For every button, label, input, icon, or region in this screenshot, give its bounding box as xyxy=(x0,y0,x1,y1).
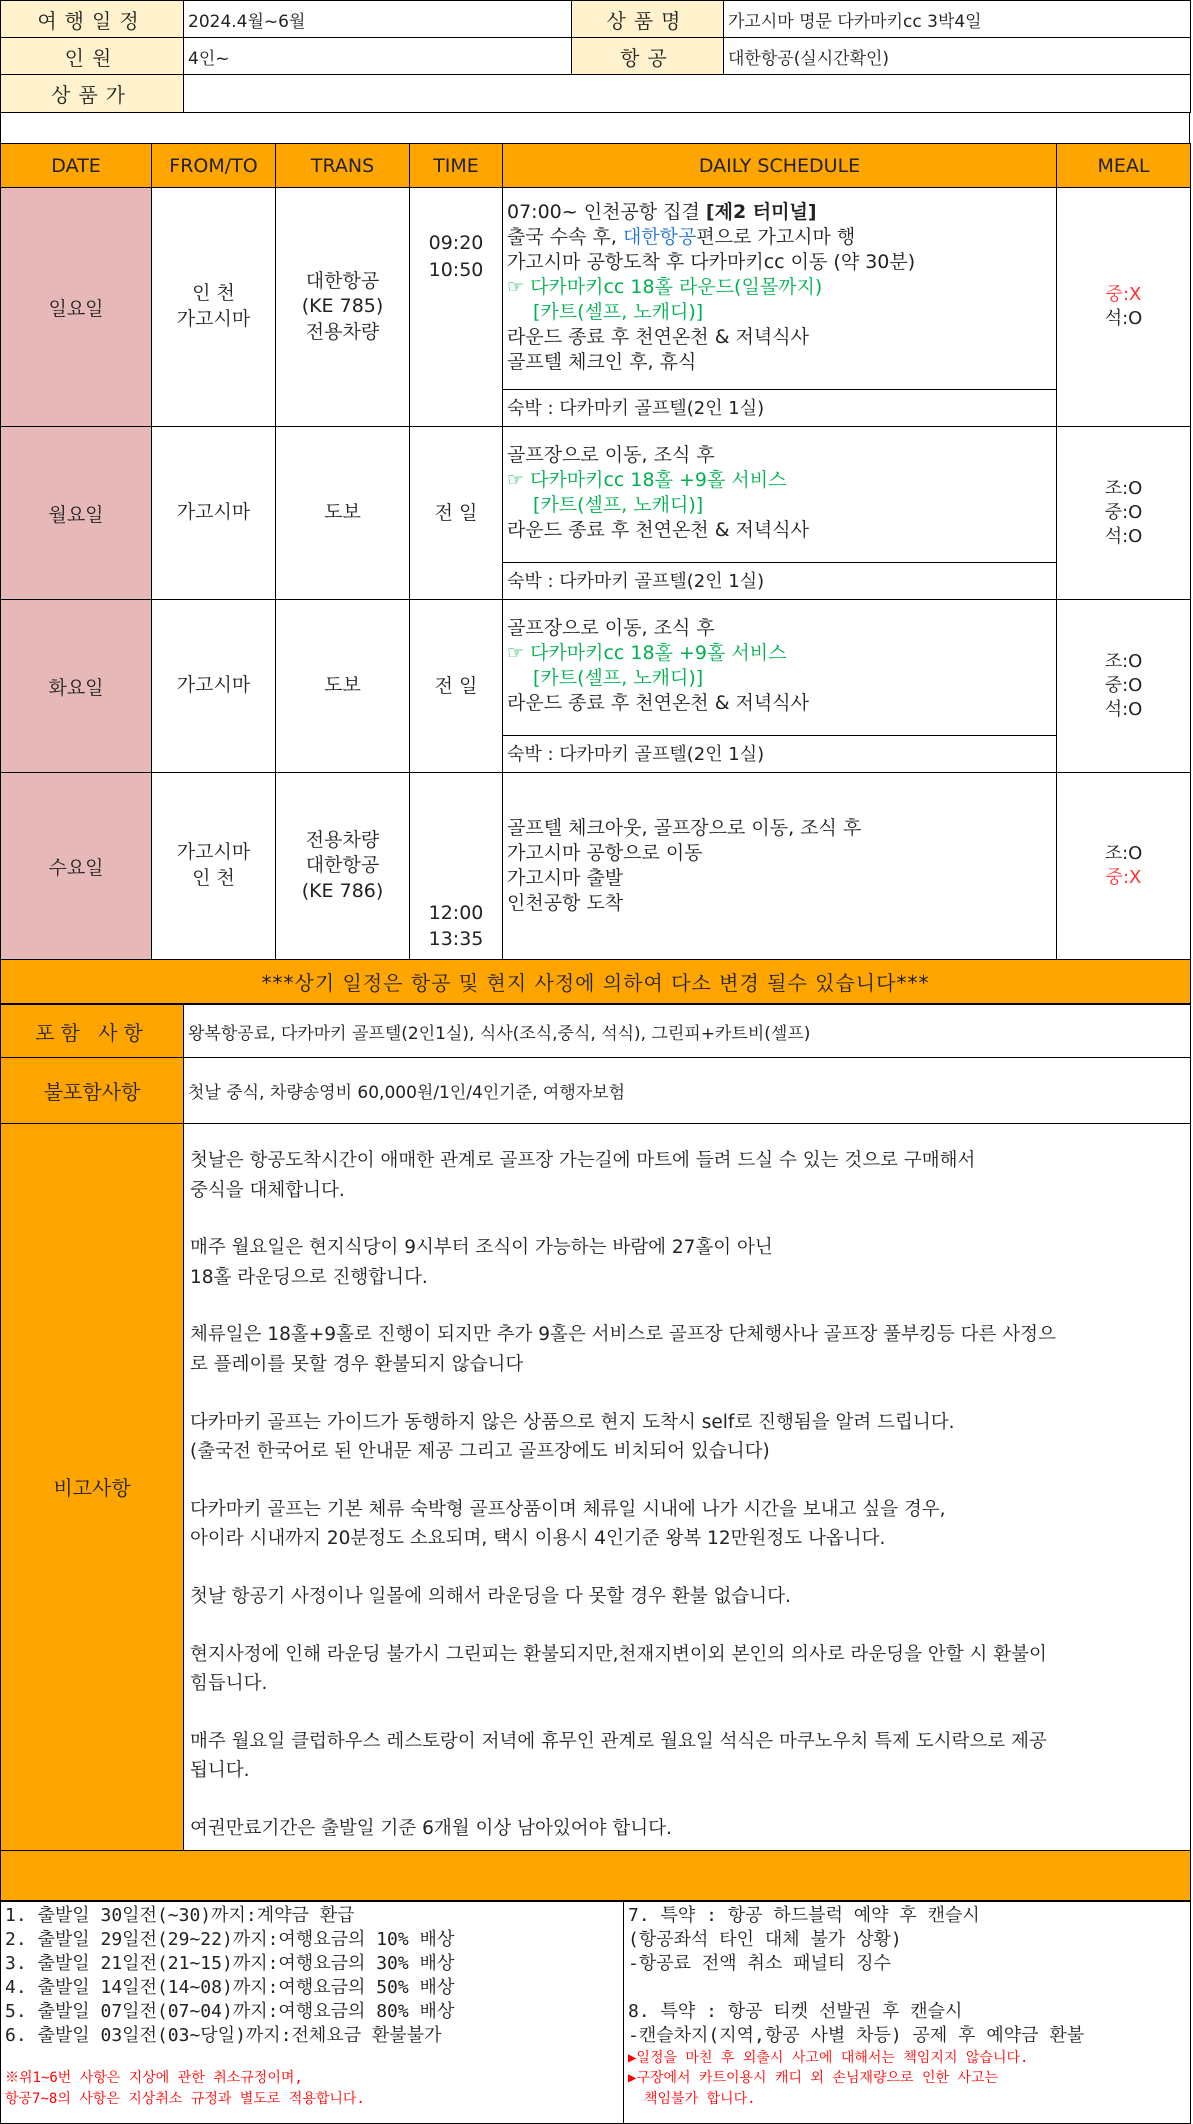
remark-line: 다카마키 골프는 가이드가 동행하지 않은 상품으로 현지 도착시 self로 진행됨을 알려 드립니다. xyxy=(190,1411,955,1433)
from-to-cell xyxy=(152,773,276,960)
remark-paragraph xyxy=(190,1408,1184,1467)
cart-line: [카트(셀프, 노캐디)] xyxy=(533,301,704,324)
remark-line: 현지사정에 인해 라운딩 불가시 그린피는 환불되지만,천재지변이외 본인의 의사로 라운딩을 안할 시 환불이 xyxy=(190,1643,1047,1665)
section-divider-bar xyxy=(1,1850,1191,1900)
remark-paragraph xyxy=(190,1495,1184,1554)
schedule-line: 편으로 가고시마 행 xyxy=(696,226,856,249)
cancel-rule: 3. 출발일 21일전(21~15)까지:여행요금의 30% 배상 xyxy=(5,1952,455,1974)
schedule-line: 07:00~ 인천공항 집결 xyxy=(507,201,706,223)
liability-notice: ▶일정을 마친 후 외출시 사고에 대해서는 책임지지 않습니다. xyxy=(628,2050,1029,2067)
meal-lunch: 중:X xyxy=(1105,283,1142,305)
remark-line: (출국전 한국어로 된 안내문 제공 그리고 골프장에도 비치되어 있습니다) xyxy=(190,1441,770,1463)
special-rule: -캔슬차지(지역,항공 사별 차등) 공제 후 예약금 환불 xyxy=(628,2024,1085,2046)
remark-line: 됩니다. xyxy=(190,1760,250,1782)
trans-line: (KE 785) xyxy=(301,295,384,318)
stay-line: 숙박 : 다카마키 골프텔(2인 1실) xyxy=(503,735,1056,770)
itinerary-row-monday xyxy=(1,427,1191,600)
remark-paragraph xyxy=(190,1727,1184,1786)
schedule-cell xyxy=(503,188,1057,427)
meal-lunch: 중:O xyxy=(1104,501,1143,523)
col-from-to: FROM/TO xyxy=(152,144,276,188)
header-table xyxy=(0,0,1191,113)
from-to-cell xyxy=(152,188,276,427)
persons-value: 4인~ xyxy=(184,38,572,75)
remark-line: 여권만료기간은 출발일 기준 6개월 이상 남아있어야 합니다. xyxy=(190,1817,672,1839)
remark-paragraph xyxy=(190,1320,1184,1379)
special-rule: 8. 특약 : 항공 티켓 선발권 후 캔슬시 xyxy=(628,2000,963,2022)
special-rule: -항공료 전액 취소 패널티 징수 xyxy=(628,1952,891,1974)
remark-line: 첫날 항공기 사정이나 일몰에 의해서 라운딩을 다 못할 경우 환불 없습니다. xyxy=(190,1585,791,1607)
remark-paragraph xyxy=(190,1814,1184,1844)
remark-paragraph xyxy=(190,1233,1184,1292)
golf-round-line: ☞ 다카마키cc 18홀 +9홀 서비스 xyxy=(507,642,787,665)
special-rule: 7. 특약 : 항공 하드블럭 예약 후 캔슬시 xyxy=(628,1904,980,1926)
time-line: 12:00 xyxy=(428,901,484,924)
schedule-cell xyxy=(503,600,1057,773)
col-daily-schedule: DAILY SCHEDULE xyxy=(503,144,1057,188)
meal-dinner: 석:O xyxy=(1104,699,1143,721)
cancel-rule: 2. 출발일 29일전(29~22)까지:여행요금의 10% 배상 xyxy=(5,1928,455,1950)
cancel-rule: 1. 출발일 30일전(~30)까지:계약금 환급 xyxy=(5,1904,355,1926)
time-line: 10:50 xyxy=(428,258,484,281)
schedule-line: 라운드 종료 후 천연온천 & 저녁식사 xyxy=(507,692,809,715)
col-time: TIME xyxy=(410,144,503,188)
col-date: DATE xyxy=(1,144,152,188)
included-value: 왕복항공료, 다카마키 골프텔(2인1실), 식사(조식,중식, 석식), 그린피+카트비(셀프) xyxy=(184,1005,1191,1058)
remark-line: 매주 월요일 클럽하우스 레스토랑이 저녁에 휴무인 관계로 월요일 석식은 마쿠노우치 특제 도시락으로 제공 xyxy=(190,1730,1047,1752)
trans-cell xyxy=(276,773,410,960)
terminal-note: [제2 터미널] xyxy=(705,201,817,223)
trans-line: 전용차량 xyxy=(305,828,380,851)
from-to-line: 인 천 xyxy=(192,867,235,889)
meal-breakfast: 조:O xyxy=(1104,842,1143,864)
meal-dinner: 석:O xyxy=(1104,526,1143,548)
from-to-line: 가고시마 xyxy=(176,308,251,330)
golf-round-line: ☞ 다카마키cc 18홀 +9홀 서비스 xyxy=(507,469,787,492)
meal-dinner: 석:O xyxy=(1104,308,1143,329)
trans-line: 대한항공 xyxy=(305,269,380,292)
excluded-value: 첫날 중식, 차량송영비 60,000원/1인/4인기준, 여행자보험 xyxy=(184,1058,1191,1124)
time-line: 09:20 xyxy=(428,232,484,254)
price-value xyxy=(184,75,1191,113)
cancellation-table xyxy=(0,1901,1191,2124)
included-label: 포함 사항 xyxy=(1,1005,184,1058)
day-label: 수요일 xyxy=(1,773,152,960)
remark-line: 첫날은 항공도착시간이 애매한 관계로 골프장 가는길에 마트에 들려 드실 수 있는 것으로 구매해서 xyxy=(190,1150,976,1171)
product-name-value: 가고시마 명문 다카마키cc 3박4일 xyxy=(724,1,1191,38)
schedule-line: 골프장으로 이동, 조식 후 xyxy=(507,617,715,639)
remark-paragraph xyxy=(190,1582,1184,1612)
time-cell xyxy=(410,188,503,427)
cancel-footnote: ※위1~6번 사항은 지상에 관한 취소규정이며, xyxy=(5,2070,303,2087)
remark-line: 18홀 라운딩으로 진행합니다. xyxy=(190,1266,428,1288)
remark-line: 중식을 대체합니다. xyxy=(190,1179,345,1201)
time-cell xyxy=(410,773,503,960)
spacer-row xyxy=(0,113,1190,143)
trans-cell xyxy=(276,188,410,427)
day-label: 화요일 xyxy=(1,600,152,773)
itinerary-table xyxy=(0,143,1191,1004)
from-to-cell: 가고시마 xyxy=(152,427,276,600)
cancellation-rules-left xyxy=(1,1901,624,2123)
remarks-label: 비고사항 xyxy=(1,1124,184,1851)
cancel-rule: 6. 출발일 03일전(03~당일)까지:전체요금 환불불가 xyxy=(5,2025,442,2047)
cart-line: [카트(셀프, 노캐디)] xyxy=(533,667,704,690)
meal-cell xyxy=(1057,188,1191,427)
time-cell: 전 일 xyxy=(410,600,503,773)
remark-line: 매주 월요일은 현지식당이 9시부터 조식이 가능하는 바람에 27홀이 아닌 xyxy=(190,1237,773,1259)
meal-breakfast: 조:O xyxy=(1104,477,1143,499)
meal-cell xyxy=(1057,427,1191,600)
schedule-line: 라운드 종료 후 천연온천 & 저녁식사 xyxy=(507,326,809,349)
from-to-cell: 가고시마 xyxy=(152,600,276,773)
liability-notice: ▶구장에서 카트이용시 캐디 외 손님재량으로 인한 사고는 xyxy=(628,2070,999,2087)
trans-line: 대한항공 xyxy=(305,854,380,877)
meal-breakfast: 조:O xyxy=(1104,650,1143,672)
remark-line: 체류일은 18홀+9홀로 진행이 되지만 추가 9홀은 서비스로 골프장 단체행사나 골프장 풀부킹등 다른 사정으 xyxy=(190,1324,1056,1346)
airline-value: 대한항공(실시간확인) xyxy=(724,38,1191,75)
schedule-line: 가고시마 출발 xyxy=(507,867,624,889)
airline-highlight: 대한항공 xyxy=(622,226,697,249)
price-label: 상품가 xyxy=(1,75,184,113)
meal-cell xyxy=(1057,773,1191,960)
schedule-line: 가고시마 공항으로 이동 xyxy=(507,841,703,864)
meal-cell xyxy=(1057,600,1191,773)
liability-notice: 책임불가 합니다. xyxy=(644,2090,756,2107)
schedule-line: 골프텔 체크아웃, 골프장으로 이동, 조식 후 xyxy=(507,816,862,839)
special-rule xyxy=(628,1976,1186,2000)
schedule-line: 골프장으로 이동, 조식 후 xyxy=(507,444,715,466)
special-rule: (항공좌석 타인 대체 불가 상황) xyxy=(628,1928,902,1950)
time-line: 13:35 xyxy=(428,928,484,951)
cancel-rule: 4. 출발일 14일전(14~08)까지:여행요금의 50% 배상 xyxy=(5,1976,455,1998)
schedule-line: 인천공항 도착 xyxy=(507,892,624,915)
remarks-body xyxy=(184,1124,1191,1851)
from-to-line: 가고시마 xyxy=(176,841,251,864)
trans-line: (KE 786) xyxy=(301,879,384,902)
remark-paragraph xyxy=(190,1146,1184,1205)
schedule-line: 골프텔 체크인 후, 휴식 xyxy=(507,351,697,374)
schedule-line: 출국 수속 후, xyxy=(507,226,623,249)
remark-paragraph xyxy=(190,1640,1184,1699)
excluded-label: 불포함사항 xyxy=(1,1058,184,1124)
col-trans: TRANS xyxy=(276,144,410,188)
schedule-cell xyxy=(503,427,1057,600)
schedule-line: 가고시마 공항도착 후 다카마키cc 이동 (약 30분) xyxy=(507,251,916,274)
schedule-cell xyxy=(503,773,1057,960)
travel-period-value: 2024.4월~6월 xyxy=(184,1,572,38)
cart-line: [카트(셀프, 노캐디)] xyxy=(533,494,704,517)
meal-lunch: 중:X xyxy=(1105,867,1142,888)
remark-line: 아이라 시내까지 20분정도 소요되며, 택시 이용시 4인기준 왕복 12만원정도 나옵니다. xyxy=(190,1528,886,1550)
stay-line: 숙박 : 다카마키 골프텔(2인 1실) xyxy=(503,562,1056,597)
itinerary-row-wednesday xyxy=(1,773,1191,960)
notes-table xyxy=(0,1004,1191,1901)
time-cell: 전 일 xyxy=(410,427,503,600)
remark-line: 로 플레이를 못할 경우 환불되지 않습니다 xyxy=(190,1353,524,1375)
travel-period-label: 여행일정 xyxy=(1,1,184,38)
remark-line: 다카마키 골프는 기본 체류 숙박형 골프상품이며 체류일 시내에 나가 시간을 보내고 싶을 경우, xyxy=(190,1498,946,1520)
itinerary-row-sunday xyxy=(1,188,1191,427)
persons-label: 인원 xyxy=(1,38,184,75)
schedule-line: 라운드 종료 후 천연온천 & 저녁식사 xyxy=(507,519,809,542)
meal-lunch: 중:O xyxy=(1104,674,1143,696)
schedule-change-notice: ***상기 일정은 항공 및 현지 사정에 의하여 다소 변경 될수 있습니다*** xyxy=(1,960,1191,1004)
trans-cell: 도보 xyxy=(276,600,410,773)
product-name-label: 상품명 xyxy=(572,1,724,38)
cancellation-rules-right xyxy=(624,1901,1191,2123)
cancel-footnote: 항공7~8의 사항은 지상취소 규정과 별도로 적용합니다. xyxy=(5,2091,365,2108)
from-to-line: 인 천 xyxy=(192,282,235,305)
remark-line: 힘듭니다. xyxy=(190,1673,268,1695)
golf-round-line: ☞ 다카마키cc 18홀 라운드(일몰까지) xyxy=(507,276,823,299)
airline-label: 항공 xyxy=(572,38,724,75)
day-label: 일요일 xyxy=(1,188,152,427)
trans-line: 전용차량 xyxy=(305,320,380,343)
day-label: 월요일 xyxy=(1,427,152,600)
col-meal: MEAL xyxy=(1057,144,1191,188)
stay-line: 숙박 : 다카마키 골프텔(2인 1실) xyxy=(503,389,1056,424)
trans-cell: 도보 xyxy=(276,427,410,600)
itinerary-row-tuesday xyxy=(1,600,1191,773)
cancel-rule: 5. 출발일 07일전(07~04)까지:여행요금의 80% 배상 xyxy=(5,2000,455,2022)
